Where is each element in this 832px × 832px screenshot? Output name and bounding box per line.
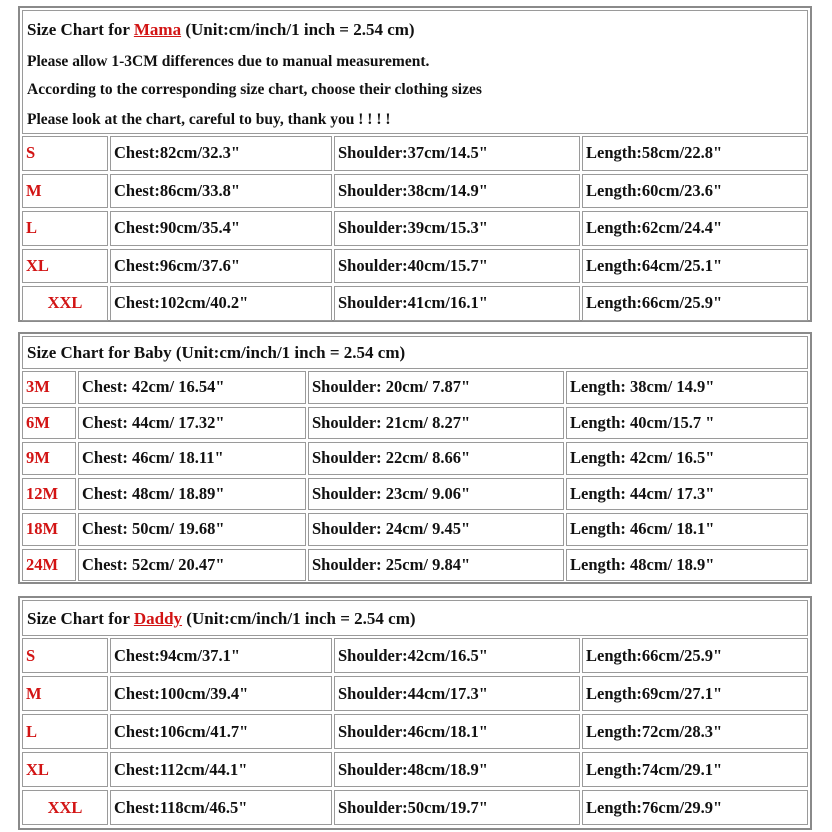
mama-length-cell: Length:66cm/25.9" (582, 286, 808, 321)
baby-header (22, 336, 808, 369)
baby-size-cell: 12M (22, 478, 76, 511)
baby-chest-cell: Chest: 52cm/ 20.47" (78, 549, 306, 582)
daddy-size-cell: M (22, 676, 108, 711)
daddy-title-suffix: (Unit:cm/inch/1 inch = 2.54 cm) (182, 609, 416, 628)
mama-title-prefix: Size Chart for (27, 20, 134, 39)
baby-chest-cell: Chest: 48cm/ 18.89" (78, 478, 306, 511)
mama-chest-cell: Chest:86cm/33.8" (110, 174, 332, 209)
daddy-title (27, 609, 416, 629)
mama-chest-cell: Chest:102cm/40.2" (110, 286, 332, 321)
baby-length-cell: Length: 46cm/ 18.1" (566, 513, 808, 546)
mama-chest-cell: Chest:96cm/37.6" (110, 249, 332, 284)
daddy-shoulder-cell: Shoulder:50cm/19.7" (334, 790, 580, 825)
mama-size-cell: L (22, 211, 108, 246)
mama-length-cell: Length:64cm/25.1" (582, 249, 808, 284)
mama-length-cell: Length:58cm/22.8" (582, 136, 808, 171)
daddy-shoulder-cell: Shoulder:44cm/17.3" (334, 676, 580, 711)
mama-header (22, 10, 808, 134)
mama-shoulder-cell: Shoulder:38cm/14.9" (334, 174, 580, 209)
daddy-size-cell: XXL (22, 790, 108, 825)
baby-size-cell: 6M (22, 407, 76, 440)
daddy-chest-cell: Chest:94cm/37.1" (110, 638, 332, 673)
baby-size-chart (18, 332, 812, 584)
mama-size-chart (18, 6, 812, 322)
baby-size-cell: 9M (22, 442, 76, 475)
mama-title-name: Mama (133, 20, 182, 39)
daddy-chest-cell: Chest:100cm/39.4" (110, 676, 332, 711)
daddy-shoulder-cell: Shoulder:42cm/16.5" (334, 638, 580, 673)
mama-title-suffix: (Unit:cm/inch/1 inch = 2.54 cm) (181, 20, 415, 39)
daddy-chest-cell: Chest:112cm/44.1" (110, 752, 332, 787)
mama-note-3: Please look at the chart, careful to buy, thank you ! ! ! ! (27, 111, 391, 128)
mama-chest-cell: Chest:82cm/32.3" (110, 136, 332, 171)
baby-size-cell: 24M (22, 549, 76, 582)
daddy-length-cell: Length:69cm/27.1" (582, 676, 808, 711)
mama-length-cell: Length:60cm/23.6" (582, 174, 808, 209)
mama-shoulder-cell: Shoulder:37cm/14.5" (334, 136, 580, 171)
baby-shoulder-cell: Shoulder: 22cm/ 8.66" (308, 442, 564, 475)
mama-shoulder-cell: Shoulder:40cm/15.7" (334, 249, 580, 284)
baby-length-cell: Length: 44cm/ 17.3" (566, 478, 808, 511)
baby-shoulder-cell: Shoulder: 21cm/ 8.27" (308, 407, 564, 440)
mama-note-1: Please allow 1-3CM differences due to manual measurement. (27, 53, 430, 70)
daddy-title-prefix: Size Chart for (27, 609, 134, 628)
daddy-shoulder-cell: Shoulder:46cm/18.1" (334, 714, 580, 749)
baby-size-cell: 3M (22, 371, 76, 404)
mama-size-cell: XXL (22, 286, 108, 321)
mama-shoulder-cell: Shoulder:39cm/15.3" (334, 211, 580, 246)
baby-shoulder-cell: Shoulder: 24cm/ 9.45" (308, 513, 564, 546)
baby-title: Size Chart for Baby (Unit:cm/inch/1 inch = 2.54 cm) (27, 343, 406, 362)
baby-shoulder-cell: Shoulder: 23cm/ 9.06" (308, 478, 564, 511)
baby-shoulder-cell: Shoulder: 25cm/ 9.84" (308, 549, 564, 582)
daddy-header (22, 600, 808, 636)
daddy-length-cell: Length:72cm/28.3" (582, 714, 808, 749)
mama-length-cell: Length:62cm/24.4" (582, 211, 808, 246)
daddy-size-cell: XL (22, 752, 108, 787)
mama-size-cell: M (22, 174, 108, 209)
mama-shoulder-cell: Shoulder:41cm/16.1" (334, 286, 580, 321)
mama-note-2: According to the corresponding size chart, choose their clothing sizes (27, 81, 482, 98)
baby-length-cell: Length: 38cm/ 14.9" (566, 371, 808, 404)
mama-size-cell: S (22, 136, 108, 171)
mama-title (27, 20, 415, 40)
baby-chest-cell: Chest: 46cm/ 18.11" (78, 442, 306, 475)
daddy-length-cell: Length:74cm/29.1" (582, 752, 808, 787)
baby-chest-cell: Chest: 44cm/ 17.32" (78, 407, 306, 440)
daddy-chest-cell: Chest:106cm/41.7" (110, 714, 332, 749)
baby-chest-cell: Chest: 42cm/ 16.54" (78, 371, 306, 404)
daddy-length-cell: Length:76cm/29.9" (582, 790, 808, 825)
baby-length-cell: Length: 42cm/ 16.5" (566, 442, 808, 475)
daddy-size-cell: S (22, 638, 108, 673)
daddy-title-name: Daddy (133, 609, 183, 628)
baby-chest-cell: Chest: 50cm/ 19.68" (78, 513, 306, 546)
baby-size-cell: 18M (22, 513, 76, 546)
daddy-size-cell: L (22, 714, 108, 749)
daddy-chest-cell: Chest:118cm/46.5" (110, 790, 332, 825)
baby-length-cell: Length: 40cm/15.7 " (566, 407, 808, 440)
mama-size-cell: XL (22, 249, 108, 284)
mama-chest-cell: Chest:90cm/35.4" (110, 211, 332, 246)
baby-shoulder-cell: Shoulder: 20cm/ 7.87" (308, 371, 564, 404)
daddy-length-cell: Length:66cm/25.9" (582, 638, 808, 673)
baby-length-cell: Length: 48cm/ 18.9" (566, 549, 808, 582)
daddy-size-chart (18, 596, 812, 830)
daddy-shoulder-cell: Shoulder:48cm/18.9" (334, 752, 580, 787)
